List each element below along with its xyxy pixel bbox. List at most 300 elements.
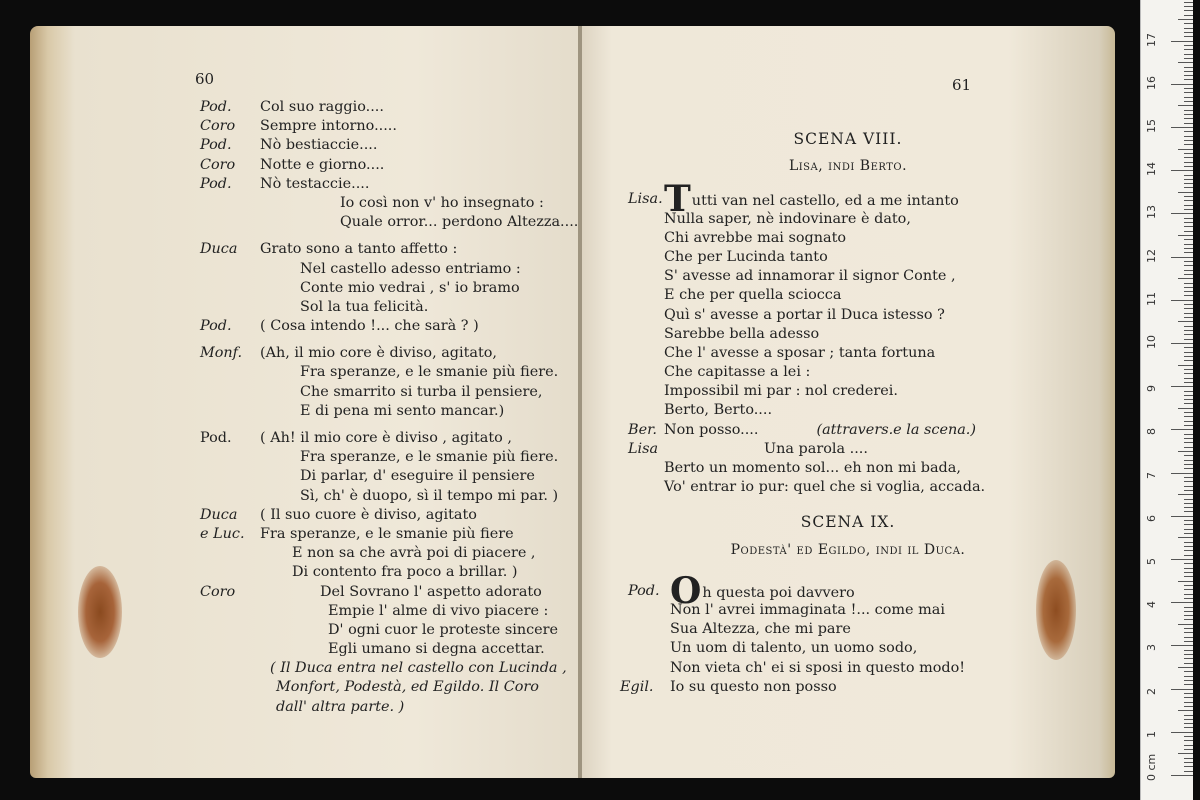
- verse-words: dall' altra parte. ): [276, 698, 405, 715]
- ruler-tick: [1171, 516, 1193, 517]
- ruler-tick: [1184, 654, 1193, 655]
- verse-words: ( Il suo cuore è diviso, agitato: [260, 506, 477, 523]
- verse-words: Nò bestiaccie....: [260, 137, 378, 154]
- ruler-tick: [1184, 468, 1193, 469]
- verse-text: [320, 583, 542, 602]
- ruler-tick: [1178, 537, 1193, 538]
- verse-words: Monfort, Podestà, ed Egildo. Il Coro: [276, 679, 539, 696]
- verse-words: Non vieta ch' ei si sposi in questo modo!: [670, 659, 966, 676]
- speaker-label: Pod.: [200, 318, 232, 335]
- ruler-tick: [1184, 455, 1193, 456]
- speaker-label: Duca: [200, 506, 238, 523]
- ruler-tick: [1178, 581, 1193, 582]
- ruler-tick: [1184, 697, 1193, 698]
- verse-line: [628, 210, 1068, 229]
- verse-words: Un uom di talento, un uomo sodo,: [670, 640, 918, 657]
- ruler-tick: [1184, 153, 1193, 154]
- ruler-tick: [1184, 136, 1193, 137]
- ruler-label: 8: [1145, 428, 1158, 436]
- ruler-tick: [1178, 149, 1193, 150]
- verse-text: [664, 382, 898, 401]
- ruler-tick: [1178, 62, 1193, 63]
- speaker-label: Coro: [200, 118, 236, 135]
- open-booklet: [30, 26, 1115, 778]
- ruler-tick: [1184, 658, 1193, 659]
- ruler-tick: [1178, 19, 1193, 20]
- drop-cap: T: [664, 178, 691, 221]
- ruler-tick: [1184, 736, 1193, 737]
- verse-words: Fra speranze, e le smanie più fiere.: [300, 364, 559, 381]
- scene-heading: SCENA VIII.: [793, 130, 903, 148]
- ruler-tick: [1178, 321, 1193, 322]
- ruler-tick: [1184, 287, 1193, 288]
- verse-line: [628, 267, 1068, 286]
- verse-text: [670, 620, 851, 639]
- ruler-tick: [1184, 162, 1193, 163]
- ruler-tick: [1184, 628, 1193, 629]
- verse-text: [670, 601, 945, 620]
- ruler-tick: [1184, 6, 1193, 7]
- ruler-tick: [1184, 291, 1193, 292]
- ruler-tick: [1171, 213, 1193, 214]
- verse-words: Sì, ch' è duopo, sì il tempo mi par. ): [300, 487, 559, 504]
- ruler-tick: [1184, 339, 1193, 340]
- ruler-tick: [1184, 144, 1193, 145]
- ruler-tick: [1184, 261, 1193, 262]
- ruler-tick: [1184, 477, 1193, 478]
- verse-words: E non sa che avrà poi di piacere ,: [292, 545, 536, 562]
- ruler-tick: [1184, 79, 1193, 80]
- speaker-label: Duca: [200, 241, 238, 258]
- ruler-label: 13: [1145, 205, 1158, 220]
- ruler-tick: [1184, 425, 1193, 426]
- verse-text: [300, 279, 520, 298]
- verse-line: [628, 248, 1068, 267]
- ruler-label: 5: [1145, 558, 1158, 565]
- ruler-tick: [1184, 598, 1193, 599]
- ruler-tick: [1184, 313, 1193, 314]
- ruler-tick: [1184, 486, 1193, 487]
- verse-words: Col suo raggio....: [260, 99, 384, 115]
- speaker-label: Pod.: [628, 582, 660, 599]
- verse-line: [628, 344, 1068, 363]
- ruler-tick: [1184, 183, 1193, 184]
- ruler-tick: [1184, 330, 1193, 331]
- ruler-tick: [1184, 594, 1193, 595]
- ruler-tick: [1171, 645, 1193, 646]
- ruler-tick: [1184, 464, 1193, 465]
- verse-text: [664, 325, 819, 344]
- ruler-label: 12: [1145, 248, 1158, 263]
- verse-words: Non l' avrei immaginata !... come mai: [670, 602, 945, 618]
- ruler-tick: [1184, 442, 1193, 443]
- ruler-tick: [1184, 10, 1193, 11]
- verse-words: Di parlar, d' eseguire il pensiere: [300, 468, 535, 485]
- ruler-tick: [1171, 559, 1193, 560]
- ruler-tick: [1184, 283, 1193, 284]
- verse-words: Vo' entrar io pur: quel che si voglia, accada.: [664, 479, 986, 496]
- verse-words: Notte e giorno....: [260, 156, 385, 173]
- ruler-label: 10: [1145, 335, 1158, 349]
- ruler-tick: [1184, 326, 1193, 327]
- ruler-tick: [1178, 667, 1193, 668]
- ruler-tick: [1184, 416, 1193, 417]
- ruler-tick: [1184, 2, 1193, 3]
- verse-words: Fra speranze, e le smanie più fiere.: [300, 449, 559, 466]
- ruler-tick: [1184, 196, 1193, 197]
- ruler-tick: [1184, 270, 1193, 271]
- ruler-tick: [1184, 274, 1193, 275]
- water-stain: [78, 566, 122, 658]
- ruler-label: 4: [1145, 601, 1158, 609]
- ruler-tick: [1184, 762, 1193, 763]
- verse-words: Che l' avesse a sposar ; tanta fortuna: [664, 344, 936, 361]
- ruler-tick: [1184, 244, 1193, 245]
- verse-text: [260, 429, 512, 448]
- ruler-tick: [1184, 123, 1193, 124]
- ruler-tick: [1171, 84, 1193, 85]
- verse-text: [260, 317, 479, 336]
- ruler-tick: [1184, 369, 1193, 370]
- verse-words: Che capitasse a lei :: [664, 364, 811, 381]
- speaker-label: Lisa.: [628, 191, 663, 208]
- ruler-tick: [1184, 524, 1193, 525]
- verse-text: [300, 487, 558, 506]
- verse-text: [270, 659, 567, 678]
- ruler-tick: [1184, 663, 1193, 664]
- verse-line: [628, 421, 1068, 440]
- ruler-tick: [1184, 568, 1193, 569]
- verse-line: [628, 639, 1068, 658]
- ruler-tick: [1184, 226, 1193, 227]
- ruler-tick: [1184, 265, 1193, 266]
- verse-text: [260, 156, 384, 175]
- ruler-tick: [1184, 395, 1193, 396]
- ruler-tick: [1184, 706, 1193, 707]
- ruler-tick: [1178, 624, 1193, 625]
- ruler-tick: [1184, 641, 1193, 642]
- ruler-tick: [1184, 499, 1193, 500]
- verse-line: [628, 401, 1068, 420]
- ruler-tick: [1184, 304, 1193, 305]
- verse-text: [764, 440, 868, 459]
- ruler-tick: [1184, 209, 1193, 210]
- ruler-tick: [1184, 295, 1193, 296]
- ruler-tick: [1184, 632, 1193, 633]
- drop-cap: O: [670, 569, 702, 612]
- ruler-tick: [1171, 127, 1193, 128]
- verse-words: Nulla saper, nè indovinare è dato,: [664, 210, 911, 227]
- verse-line: [628, 620, 1068, 639]
- ruler-tick: [1178, 408, 1193, 409]
- ruler-tick: [1178, 451, 1193, 452]
- verse-words: Sarebbe bella adesso: [664, 325, 820, 342]
- verse-line: [628, 286, 1068, 305]
- ruler-tick: [1184, 382, 1193, 383]
- ruler-tick: [1184, 28, 1193, 29]
- speaker-label: Pod.: [200, 175, 232, 192]
- ruler-tick: [1184, 611, 1193, 612]
- ruler-tick: [1184, 131, 1193, 132]
- ruler-tick: [1184, 118, 1193, 119]
- stage-direction: (attravers.e la scena.): [816, 421, 977, 438]
- ruler-tick: [1178, 710, 1193, 711]
- verse-text: [664, 229, 846, 248]
- ruler-tick: [1184, 438, 1193, 439]
- ruler-tick: [1184, 166, 1193, 167]
- ruler-tick: [1184, 140, 1193, 141]
- ruler-tick: [1184, 175, 1193, 176]
- ruler-tick: [1178, 105, 1193, 106]
- ruler-tick: [1184, 32, 1193, 33]
- ruler-label: 6: [1145, 514, 1158, 522]
- ruler-tick: [1184, 252, 1193, 253]
- ruler-tick: [1184, 481, 1193, 482]
- ruler-tick: [1184, 758, 1193, 759]
- ruler-tick: [1184, 248, 1193, 249]
- ruler-tick: [1184, 110, 1193, 111]
- right-page-text: [620, 102, 1068, 697]
- ruler-tick: [1184, 360, 1193, 361]
- ruler-tick: [1184, 421, 1193, 422]
- verse-text: [670, 639, 917, 658]
- verse-words: Nò testaccie....: [260, 175, 370, 192]
- ruler-tick: [1184, 520, 1193, 521]
- ruler-tick: [1184, 403, 1193, 404]
- measurement-ruler: [1140, 0, 1193, 800]
- ruler-tick: [1184, 378, 1193, 379]
- verse-text: [340, 194, 544, 213]
- ruler-tick: [1178, 365, 1193, 366]
- verse-words: Nel castello adesso entriamo :: [300, 260, 521, 277]
- ruler-tick: [1184, 723, 1193, 724]
- verse-text: [664, 248, 828, 267]
- verse-words: Una parola ....: [764, 440, 868, 457]
- ruler-tick: [1184, 231, 1193, 232]
- verse-text: [664, 306, 945, 325]
- ruler-tick: [1184, 693, 1193, 694]
- ruler-tick: [1184, 546, 1193, 547]
- verse-words: Io così non v' ho insegnato :: [340, 194, 544, 211]
- ruler-tick: [1184, 205, 1193, 206]
- verse-line: [628, 459, 1068, 478]
- verse-line: [628, 478, 1068, 497]
- verse-text: [664, 267, 956, 286]
- verse-words: Berto, Berto....: [664, 402, 773, 419]
- speaker-label: Egil.: [620, 678, 654, 695]
- verse-text: [664, 210, 911, 229]
- verse-words: Sua Altezza, che mi pare: [670, 621, 851, 638]
- ruler-tick: [1184, 671, 1193, 672]
- ruler-tick: [1178, 753, 1193, 754]
- ruler-label: 0 cm: [1145, 753, 1158, 781]
- verse-words: h questa poi davvero: [702, 584, 855, 601]
- verse-text: [276, 678, 539, 697]
- verse-text: [260, 240, 457, 259]
- verse-text: [300, 467, 535, 486]
- ruler-tick: [1184, 533, 1193, 534]
- ruler-tick: [1184, 71, 1193, 72]
- verse-text: [664, 459, 961, 478]
- verse-text: [300, 383, 542, 402]
- verse-line: [628, 325, 1068, 344]
- verse-line: [628, 659, 1068, 678]
- verse-line: [628, 382, 1068, 401]
- ruler-label: 9: [1145, 385, 1158, 393]
- ruler-tick: [1171, 429, 1193, 430]
- ruler-tick: [1184, 507, 1193, 508]
- ruler-tick: [1184, 75, 1193, 76]
- verse-words: E che per quella sciocca: [664, 287, 842, 304]
- ruler-tick: [1184, 334, 1193, 335]
- scene-heading: SCENA IX.: [800, 513, 896, 532]
- verse-text: [670, 569, 855, 612]
- ruler-tick: [1184, 607, 1193, 608]
- ruler-tick: [1184, 352, 1193, 353]
- ruler-tick: [1184, 200, 1193, 201]
- speaker-label: Lisa: [628, 440, 659, 457]
- ruler-tick: [1184, 585, 1193, 586]
- ruler-tick: [1171, 257, 1193, 258]
- verse-words: utti van nel castello, ed a me intanto: [691, 193, 959, 210]
- verse-text: [340, 213, 578, 232]
- scene-lines: [620, 569, 1068, 697]
- ruler-tick: [1184, 218, 1193, 219]
- verse-words: Sol la tua felicità.: [300, 298, 429, 315]
- ruler-label: 1: [1145, 730, 1158, 738]
- ruler-tick: [1184, 157, 1193, 158]
- verse-words: Egli umano si degna accettar.: [328, 641, 545, 658]
- ruler-tick: [1184, 391, 1193, 392]
- page-number-right: 61: [952, 76, 972, 94]
- ruler-tick: [1184, 49, 1193, 50]
- verse-line: [628, 440, 1068, 459]
- verse-line: [620, 678, 1068, 697]
- verse-words: D' ogni cuor le proteste sincere: [328, 621, 559, 638]
- ruler-tick: [1184, 576, 1193, 577]
- verse-text: [300, 363, 558, 382]
- ruler-label: 17: [1145, 32, 1158, 47]
- ruler-tick: [1184, 356, 1193, 357]
- verse-words: Quale orror... perdono Altezza....: [340, 214, 579, 231]
- verse-words: Grato sono a tanto affetto :: [260, 241, 458, 258]
- ruler-tick: [1171, 41, 1193, 42]
- verse-text: [260, 175, 369, 194]
- ruler-tick: [1184, 529, 1193, 530]
- verse-text: [670, 678, 837, 697]
- ruler-tick: [1184, 15, 1193, 16]
- ruler-tick: [1184, 308, 1193, 309]
- verse-text: [300, 298, 428, 317]
- verse-words: Del Sovrano l' aspetto adorato: [320, 583, 542, 600]
- verse-text: [260, 344, 497, 363]
- ruler-label: 15: [1145, 119, 1158, 133]
- ruler-tick: [1184, 460, 1193, 461]
- ruler-label: 2: [1145, 687, 1158, 695]
- ruler-tick: [1184, 399, 1193, 400]
- scene-cast: Podestà' ed Egildo, indi il Duca.: [730, 541, 966, 558]
- verse-text: [260, 525, 514, 544]
- ruler-tick: [1184, 187, 1193, 188]
- verse-text: [664, 286, 841, 305]
- verse-text: [300, 402, 504, 421]
- ruler-tick: [1184, 434, 1193, 435]
- ruler-tick: [1184, 749, 1193, 750]
- ruler-tick: [1184, 222, 1193, 223]
- verse-text: [328, 640, 545, 659]
- verse-text: [260, 506, 477, 525]
- scene-cast: Lisa, indi Berto.: [788, 158, 908, 175]
- verse-words: ( Il Duca entra nel castello con Lucinda ,: [270, 660, 567, 677]
- ruler-tick: [1184, 550, 1193, 551]
- verse-text: [670, 659, 965, 678]
- verse-text: [260, 117, 397, 136]
- ruler-tick: [1178, 235, 1193, 236]
- speaker-label: Pod.: [200, 430, 232, 446]
- verse-text: [664, 363, 810, 382]
- verse-words: Impossibil mi par : nol crederei.: [664, 383, 898, 400]
- ruler-tick: [1184, 92, 1193, 93]
- ruler-tick: [1184, 503, 1193, 504]
- verse-words: Quì s' avesse a portar il Duca istesso ?: [664, 306, 945, 323]
- verse-words: E di pena mi sento mancar.): [300, 402, 505, 419]
- verse-words: Io su questo non posso: [670, 678, 837, 695]
- verse-words: Conte mio vedrai , s' io bramo: [300, 279, 520, 296]
- ruler-tick: [1171, 602, 1193, 603]
- ruler-tick: [1184, 101, 1193, 102]
- right-page: [582, 26, 1115, 778]
- verse-text: [292, 544, 536, 563]
- speaker-label: Pod.: [200, 99, 232, 115]
- ruler-label: 11: [1145, 291, 1158, 306]
- verse-words: Fra speranze, e le smanie più fiere: [260, 525, 514, 542]
- verse-words: Che smarrito si turba il pensiere,: [300, 383, 543, 400]
- ruler-tick: [1171, 775, 1193, 776]
- ruler-tick: [1184, 702, 1193, 703]
- ruler-tick: [1171, 170, 1193, 171]
- verse-text: [328, 621, 558, 640]
- verse-text: [664, 478, 985, 497]
- ruler-tick: [1184, 766, 1193, 767]
- ruler-tick: [1184, 745, 1193, 746]
- ruler-tick: [1184, 615, 1193, 616]
- ruler-tick: [1184, 719, 1193, 720]
- scene-lines: [628, 178, 1068, 497]
- verse-text: [328, 602, 548, 621]
- ruler-tick: [1184, 771, 1193, 772]
- speaker-label: Pod.: [200, 137, 232, 154]
- ruler-tick: [1171, 386, 1193, 387]
- ruler-tick: [1178, 494, 1193, 495]
- ruler-tick: [1178, 192, 1193, 193]
- ruler-tick: [1184, 23, 1193, 24]
- verse-text: [292, 563, 518, 582]
- ruler-tick: [1184, 680, 1193, 681]
- verse-text: [260, 98, 384, 117]
- ruler-tick: [1184, 36, 1193, 37]
- speaker-label: Ber.: [628, 421, 657, 438]
- ruler-tick: [1184, 114, 1193, 115]
- verse-words: Chi avrebbe mai sognato: [664, 229, 847, 246]
- verse-text: [300, 260, 521, 279]
- speaker-label: Coro: [200, 156, 236, 173]
- verse-words: Empie l' alme di vivo piacere :: [328, 602, 549, 619]
- verse-words: Non posso....: [664, 421, 759, 438]
- ruler-tick: [1184, 727, 1193, 728]
- ruler-label: 14: [1145, 162, 1158, 177]
- ruler-tick: [1184, 572, 1193, 573]
- ruler-tick: [1178, 278, 1193, 279]
